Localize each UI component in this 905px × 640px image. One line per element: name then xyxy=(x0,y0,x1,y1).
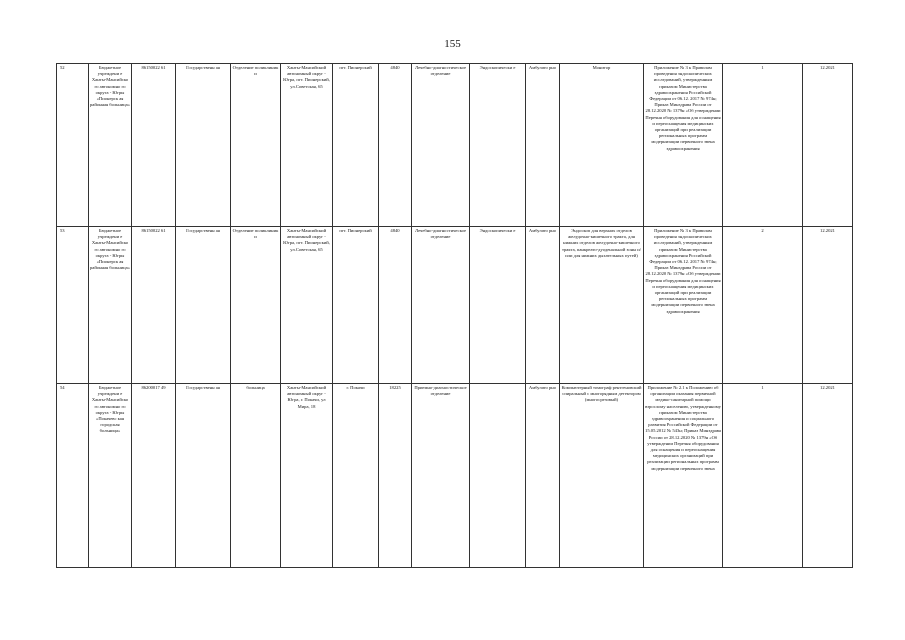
row-number: 53 xyxy=(57,227,89,384)
department-cell: Приемно-диагностическое отделение xyxy=(412,384,470,568)
care-cell: Амбулато рно xyxy=(526,64,560,227)
code-cell: 86150022 61 xyxy=(132,227,176,384)
code-cell: 86200017 49 xyxy=(132,384,176,568)
institution-cell: Бюджетное учреждени е Ханты-Мансийско го автономно го округа - Югры «Пионерск ая районная больница» xyxy=(89,64,132,227)
profile-cell: Эндоскопически е xyxy=(470,64,526,227)
department-cell: Лечебно-диагностическое отделение xyxy=(412,64,470,227)
code-cell: 86150022 61 xyxy=(132,64,176,227)
subdivision-cell: Отделение поликлиник и xyxy=(231,64,281,227)
ownership-cell: Государственн ая xyxy=(176,64,231,227)
table-row xyxy=(57,227,853,384)
settlement-cell: пгт. Пионерский xyxy=(333,227,379,384)
population-cell: 4840 xyxy=(379,227,412,384)
table-row xyxy=(57,64,853,227)
address-cell: Ханты-Мансийский автономный округ - Югра, пгт. Пионерский, ул.Советская, 65 xyxy=(281,227,333,384)
care-cell: Амбулато рно xyxy=(526,227,560,384)
basis-cell: Приложение № 3 к Правилам проведения эндоскопических исследований, утвержденным приказом Министерства здравоохранения Российской Федерации от 06.12. 2017 № 974н; Приказ Минздрава России от 28.12.2020 № 1379н «Об утверждении Перечня оборудования для оснащения и переоснащения медицинских организаций при реализации региональных программ модернизации первичного звена здравоохранения xyxy=(644,64,723,227)
settlement-cell: пгт. Пионерский xyxy=(333,64,379,227)
basis-cell: Приложение № 2.1 к Положению об организации оказания первичной медико-санитарной помощи взрослому населению, утвержденному приказом Министерства здравоохранения и социального развития Российской Федерации от 15.05.2012 № 543н; Приказ Минздрава России от 28.12.2020 № 1379н «Об утверждении Перечня оборудования для оснащения и переоснащения медицинских организаций при реализации региональных программ модернизации первичного звена xyxy=(644,384,723,568)
date-cell: 12.2021 xyxy=(803,227,853,384)
row-number: 54 xyxy=(57,384,89,568)
equipment-table xyxy=(56,63,853,568)
row-number: 52 xyxy=(57,64,89,227)
settlement-cell: г. Покачи xyxy=(333,384,379,568)
equipment-cell: Компьютерный томограф рентгеновский спиральный с многорядным детектором (многосрезовый) xyxy=(560,384,644,568)
basis-cell: Приложение № 3 к Правилам проведения эндоскопических исследований, утвержденным приказом Министерства здравоохранения Российской Федерации от 06.12. 2017 № 974н; Приказ Минздрава России от 28.12.2020 № 1379н «Об утверждении Перечня оборудования для оснащения и переоснащения медицинских организаций при реализации региональных программ модернизации первичного звена здравоохранения xyxy=(644,227,723,384)
ownership-cell: Государственн ая xyxy=(176,384,231,568)
quantity-cell: 1 xyxy=(723,64,803,227)
quantity-cell: 1 xyxy=(723,384,803,568)
ownership-cell: Государственн ая xyxy=(176,227,231,384)
date-cell: 12.2021 xyxy=(803,384,853,568)
institution-cell: Бюджетное учреждени е Ханты-Мансийско го автономно го округа - Югры «Покачевс кая городская больница» xyxy=(89,384,132,568)
population-cell: 18225 xyxy=(379,384,412,568)
table-row xyxy=(57,384,853,568)
subdivision-cell: больница xyxy=(231,384,281,568)
care-cell: Амбулато рно xyxy=(526,384,560,568)
equipment-cell: Монитор xyxy=(560,64,644,227)
population-cell: 4840 xyxy=(379,64,412,227)
date-cell: 12.2021 xyxy=(803,64,853,227)
profile-cell xyxy=(470,384,526,568)
department-cell: Лечебно-диагностическое отделение xyxy=(412,227,470,384)
profile-cell: Эндоскопически е xyxy=(470,227,526,384)
institution-cell: Бюджетное учреждени е Ханты-Мансийско го автономно го округа - Югры «Пионерск ая районная больница» xyxy=(89,227,132,384)
equipment-cell: Эндоскоп для верхних отделов желудочно-кишечного тракта, для нижних отделов желудочно-кишечного тракта, панкреато-дуоденальной зоны и/или для нижних дыхательных путей) xyxy=(560,227,644,384)
page-number: 155 xyxy=(444,38,461,50)
quantity-cell: 2 xyxy=(723,227,803,384)
subdivision-cell: Отделение поликлиник и xyxy=(231,227,281,384)
address-cell: Ханты-Мансийский автономный округ - Югра, пгт. Пионерский, ул.Советская, 65 xyxy=(281,64,333,227)
address-cell: Ханты-Мансийский автономный округ - Югра, г. Покачи, ул Мира, 18 xyxy=(281,384,333,568)
